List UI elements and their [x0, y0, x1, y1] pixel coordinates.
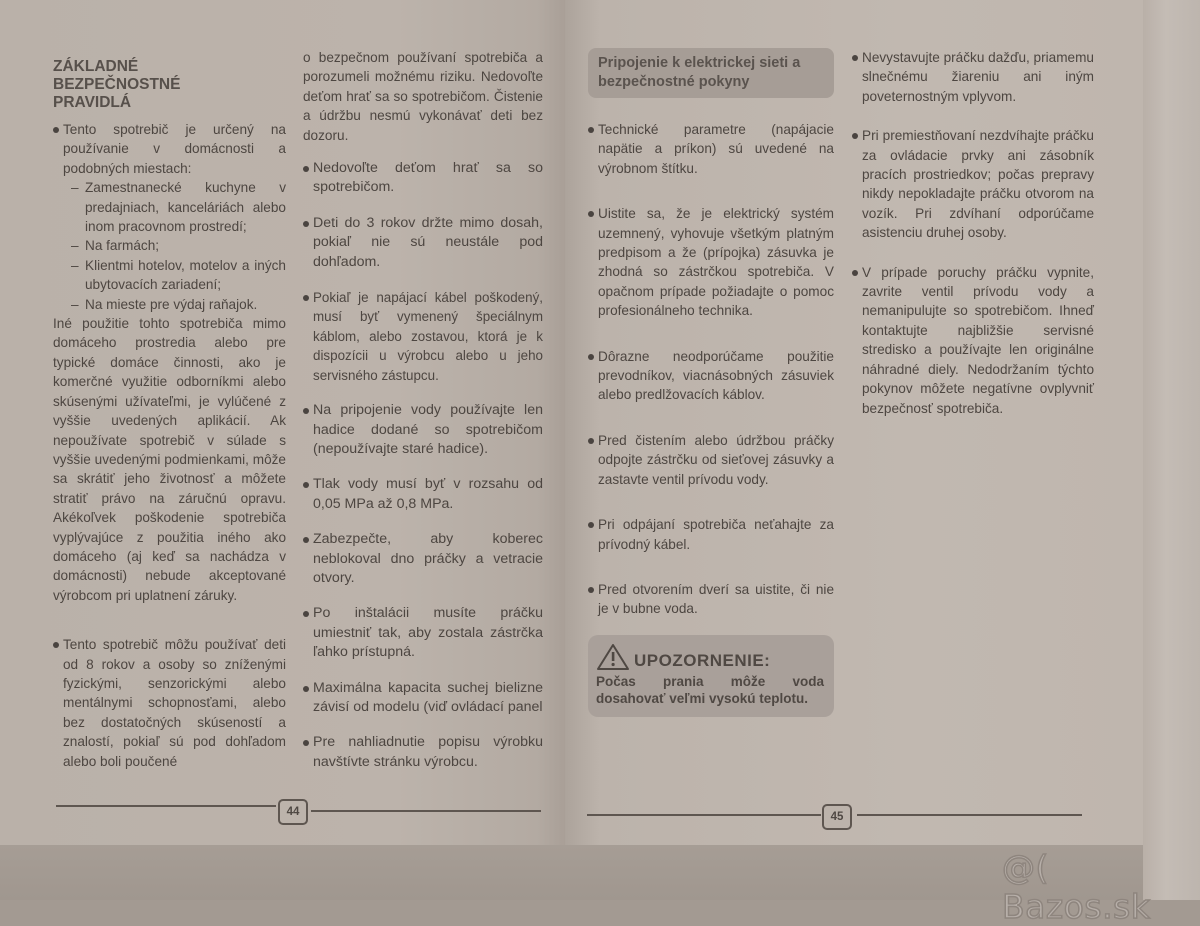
warning-title-text: UPOZORNENIE: [634, 651, 771, 671]
watermark: @( Bazos.sk [1002, 848, 1151, 926]
body-paragraph: Iné použitie tohto spotrebiča mimo domáceho prostredia alebo pre typické domáce činnosti, ako je komerčné využitie odborníkmi alebo skúsenými užívateľmi, je vylúčené z vyššie uvedených aplikácií. Ak nepoužívate spotrebič v súlade s vyššie uvedenými podmienkami, môže sa skrátiť jeho životnosť a môžete stratiť právo na záručnú opravu. Akékoľvek poškodenie spotrebiča vyplývajúce z použitia iného ako domáceho (aj keď sa nachádza v domácnosti) nebude akceptované výrobcom pri uplatnení záruky. [53, 316, 286, 603]
warning-triangle-icon [596, 643, 630, 671]
list-item [588, 120, 834, 178]
page-44 [0, 0, 565, 845]
bullet-icon [303, 537, 309, 543]
list-item [588, 580, 834, 619]
list-item-text: V prípade poruchy práčku vypnite, zavrite ventil prívodu vody a nemanipulujte so spotrebičom. Ihneď kontaktujte najbližšie servisné stredisko a používajte len originálne náhradné diely. Nedodržaním týchto pokynov môžete negatívne ovplyvniť bezpečnosť spotrebiča. [862, 264, 1094, 416]
list-item-text: Maximálna kapacita suchej bielizne závisí od modelu (viď ovládací panel [313, 679, 543, 715]
list-item-text: Zabezpečte, aby koberec neblokoval dno práčky a vetracie otvory. [313, 531, 543, 586]
bullet-icon [303, 482, 309, 488]
bullet-icon [588, 438, 594, 444]
sub-list-item: – Klientmi hotelov, motelov a iných ubytovacích zariadení; [71, 257, 286, 293]
list-item-text: Na pripojenie vody používajte len hadice dodané so spotrebičom (nepoužívajte staré hadice). [313, 402, 543, 457]
footer-rule [311, 810, 541, 812]
list-item-text: Nevystavujte práčku dažďu, priamemu slnečnému žiareniu ani iným poveternostným vplyvom. [862, 50, 1094, 104]
list-item-text: Uistite sa, že je elektrický systém uzemnený, vyhovuje všetkým platným predpisom a že (prípojka) zásuvka je zhodná so zástrčkou spotrebiča. V opačnom prípade požiadajte o pomoc profesionálneho technika. [598, 206, 834, 319]
bullet-icon [303, 221, 309, 227]
list-item-text: Tento spotrebič je určený na používanie v domácnosti a podobných miestach: [63, 122, 286, 176]
sub-list-item: – Na mieste pre výdaj raňajok. [71, 296, 258, 312]
list-item [303, 604, 543, 662]
warning-title [596, 643, 824, 671]
bullet-icon [303, 740, 309, 746]
bullet-icon [303, 166, 309, 172]
sub-list-item: – Na farmách; [71, 238, 160, 254]
list-item [303, 475, 543, 514]
list-item-text: Pre nahliadnutie popisu výrobku navštívte stránku výrobcu. [313, 734, 543, 770]
page-number: 44 [278, 799, 308, 825]
heading-line: ZÁKLADNÉ [53, 58, 139, 75]
list-item-text: Pred otvorením dverí sa uistite, či nie je v bubne voda. [598, 581, 834, 617]
list-item [303, 401, 543, 459]
list-item [303, 530, 543, 588]
bullet-icon [588, 127, 594, 133]
page-edge [1143, 0, 1200, 900]
heading-line: BEZPEČNOSTNÉ [53, 76, 181, 93]
page-45 [565, 0, 1143, 845]
list-item [303, 214, 543, 272]
footer-rule [857, 814, 1082, 816]
list-item [588, 515, 834, 554]
list-item [852, 48, 1094, 106]
bullet-icon [53, 127, 59, 133]
sub-list-item-text: Na farmách; [85, 238, 160, 254]
section-heading [53, 58, 286, 112]
list-item [303, 733, 543, 772]
body-paragraph: o bezpečnom používaní spotrebiča a porozumeli možnému riziku. Nedovoľte deťom hrať sa so spotrebičom. Čistenie a údržbu nesmú vykonávať deti bez dozoru. [303, 50, 543, 143]
list-item-text: Pred čistením alebo údržbou práčky odpojte zástrčku od sieťovej zásuvky a zastavte ventil prívodu vody. [598, 432, 834, 487]
list-item-text: Pri odpájaní spotrebiča neťahajte za prívodný kábel. [598, 517, 834, 552]
list-item-text: Pokiaľ je napájací kábel poškodený, musí byť vymenený špeciálnym káblom, alebo zostavou, ktorá je k dispozícii u výrobcu alebo u jeho servisného zástupcu. [313, 290, 543, 383]
warning-box [588, 635, 834, 717]
footer-rule [587, 814, 821, 816]
list-item [852, 126, 1094, 242]
list-item-text: Pri premiestňovaní nezdvíhajte práčku za ovládacie prvky ani zásobník pracích prostriedkov; počas prepravy nikdy nepokladajte práčku otvorom na vozík. Pri zdvíhaní odporúčame asistenciu druhej osoby. [862, 128, 1094, 241]
list-item [588, 204, 834, 320]
bullet-icon [852, 55, 858, 61]
list-item-text: Deti do 3 rokov držte mimo dosah, pokiaľ nie sú neustále pod dohľadom. [313, 214, 543, 270]
sub-list [63, 178, 286, 314]
list-item [303, 288, 543, 385]
sub-list-item-text: Zamestnanecké kuchyne v predajniach, kanceláriách alebo inom pracovnom prostredí; [85, 180, 286, 235]
list-item-text: Tento spotrebič môžu používať deti od 8 rokov a osoby so zníženými fyzickými, senzorickými alebo mentálnymi schopnosťami, alebo bez dostatočných skúseností a znalostí, pokiaľ sú pod dohľadom alebo boli poučené [63, 637, 286, 769]
list-item [53, 635, 286, 771]
list-item-text: Tlak vody musí byť v rozsahu od 0,05 MPa až 0,8 MPa. [313, 476, 543, 512]
list-item-text: Po inštalácii musíte práčku umiestniť tak, aby zostala zástrčka ľahko prístupná. [313, 605, 543, 661]
sub-list-item: – Zamestnanecké kuchyne v predajniach, kanceláriách alebo inom pracovnom prostredí; [71, 180, 286, 235]
list-item [588, 347, 834, 405]
page-44-column-2 [303, 48, 543, 788]
list-item [53, 120, 286, 314]
list-item-text: Dôrazne neodporúčame použitie prevodníkov, viacnásobných zásuviek alebo predlžovacích káblov. [598, 348, 834, 403]
list-item [852, 263, 1094, 418]
list-item [588, 431, 834, 489]
bullet-icon [588, 522, 594, 528]
list-item-text: Technické parametre (napájacie napätie a príkon) sú uvedené na výrobnom štítku. [598, 122, 834, 176]
list-item [303, 679, 543, 718]
bullet-icon [852, 270, 858, 276]
bullet-icon [588, 211, 594, 217]
bullet-icon [303, 686, 309, 692]
footer-rule [56, 805, 276, 807]
list-item-text: Nedovoľte deťom hrať sa so spotrebičom. [313, 160, 543, 196]
warning-text: Počas prania môže voda dosahovať veľmi vysokú teplotu. [596, 673, 824, 706]
section-title-box: Pripojenie k elektrickej sieti a bezpečnostné pokyny [588, 48, 834, 98]
bullet-icon [53, 642, 59, 648]
bullet-icon [588, 587, 594, 593]
page-44-column-1 [53, 58, 286, 787]
bullet-icon [852, 133, 858, 139]
bullet-icon [303, 611, 309, 617]
page-45-column-2 [852, 48, 1094, 434]
sub-list-item-text: Na mieste pre výdaj raňajok. [85, 296, 258, 312]
list-item [303, 159, 543, 198]
bullet-icon [303, 408, 309, 414]
heading-line: PRAVIDLÁ [53, 94, 132, 111]
page-45-column-1 [588, 48, 834, 717]
bullet-icon [588, 354, 594, 360]
page-number: 45 [822, 804, 852, 830]
sub-list-item-text: Klientmi hotelov, motelov a iných ubytovacích zariadení; [85, 257, 286, 293]
bullet-icon [303, 295, 309, 301]
